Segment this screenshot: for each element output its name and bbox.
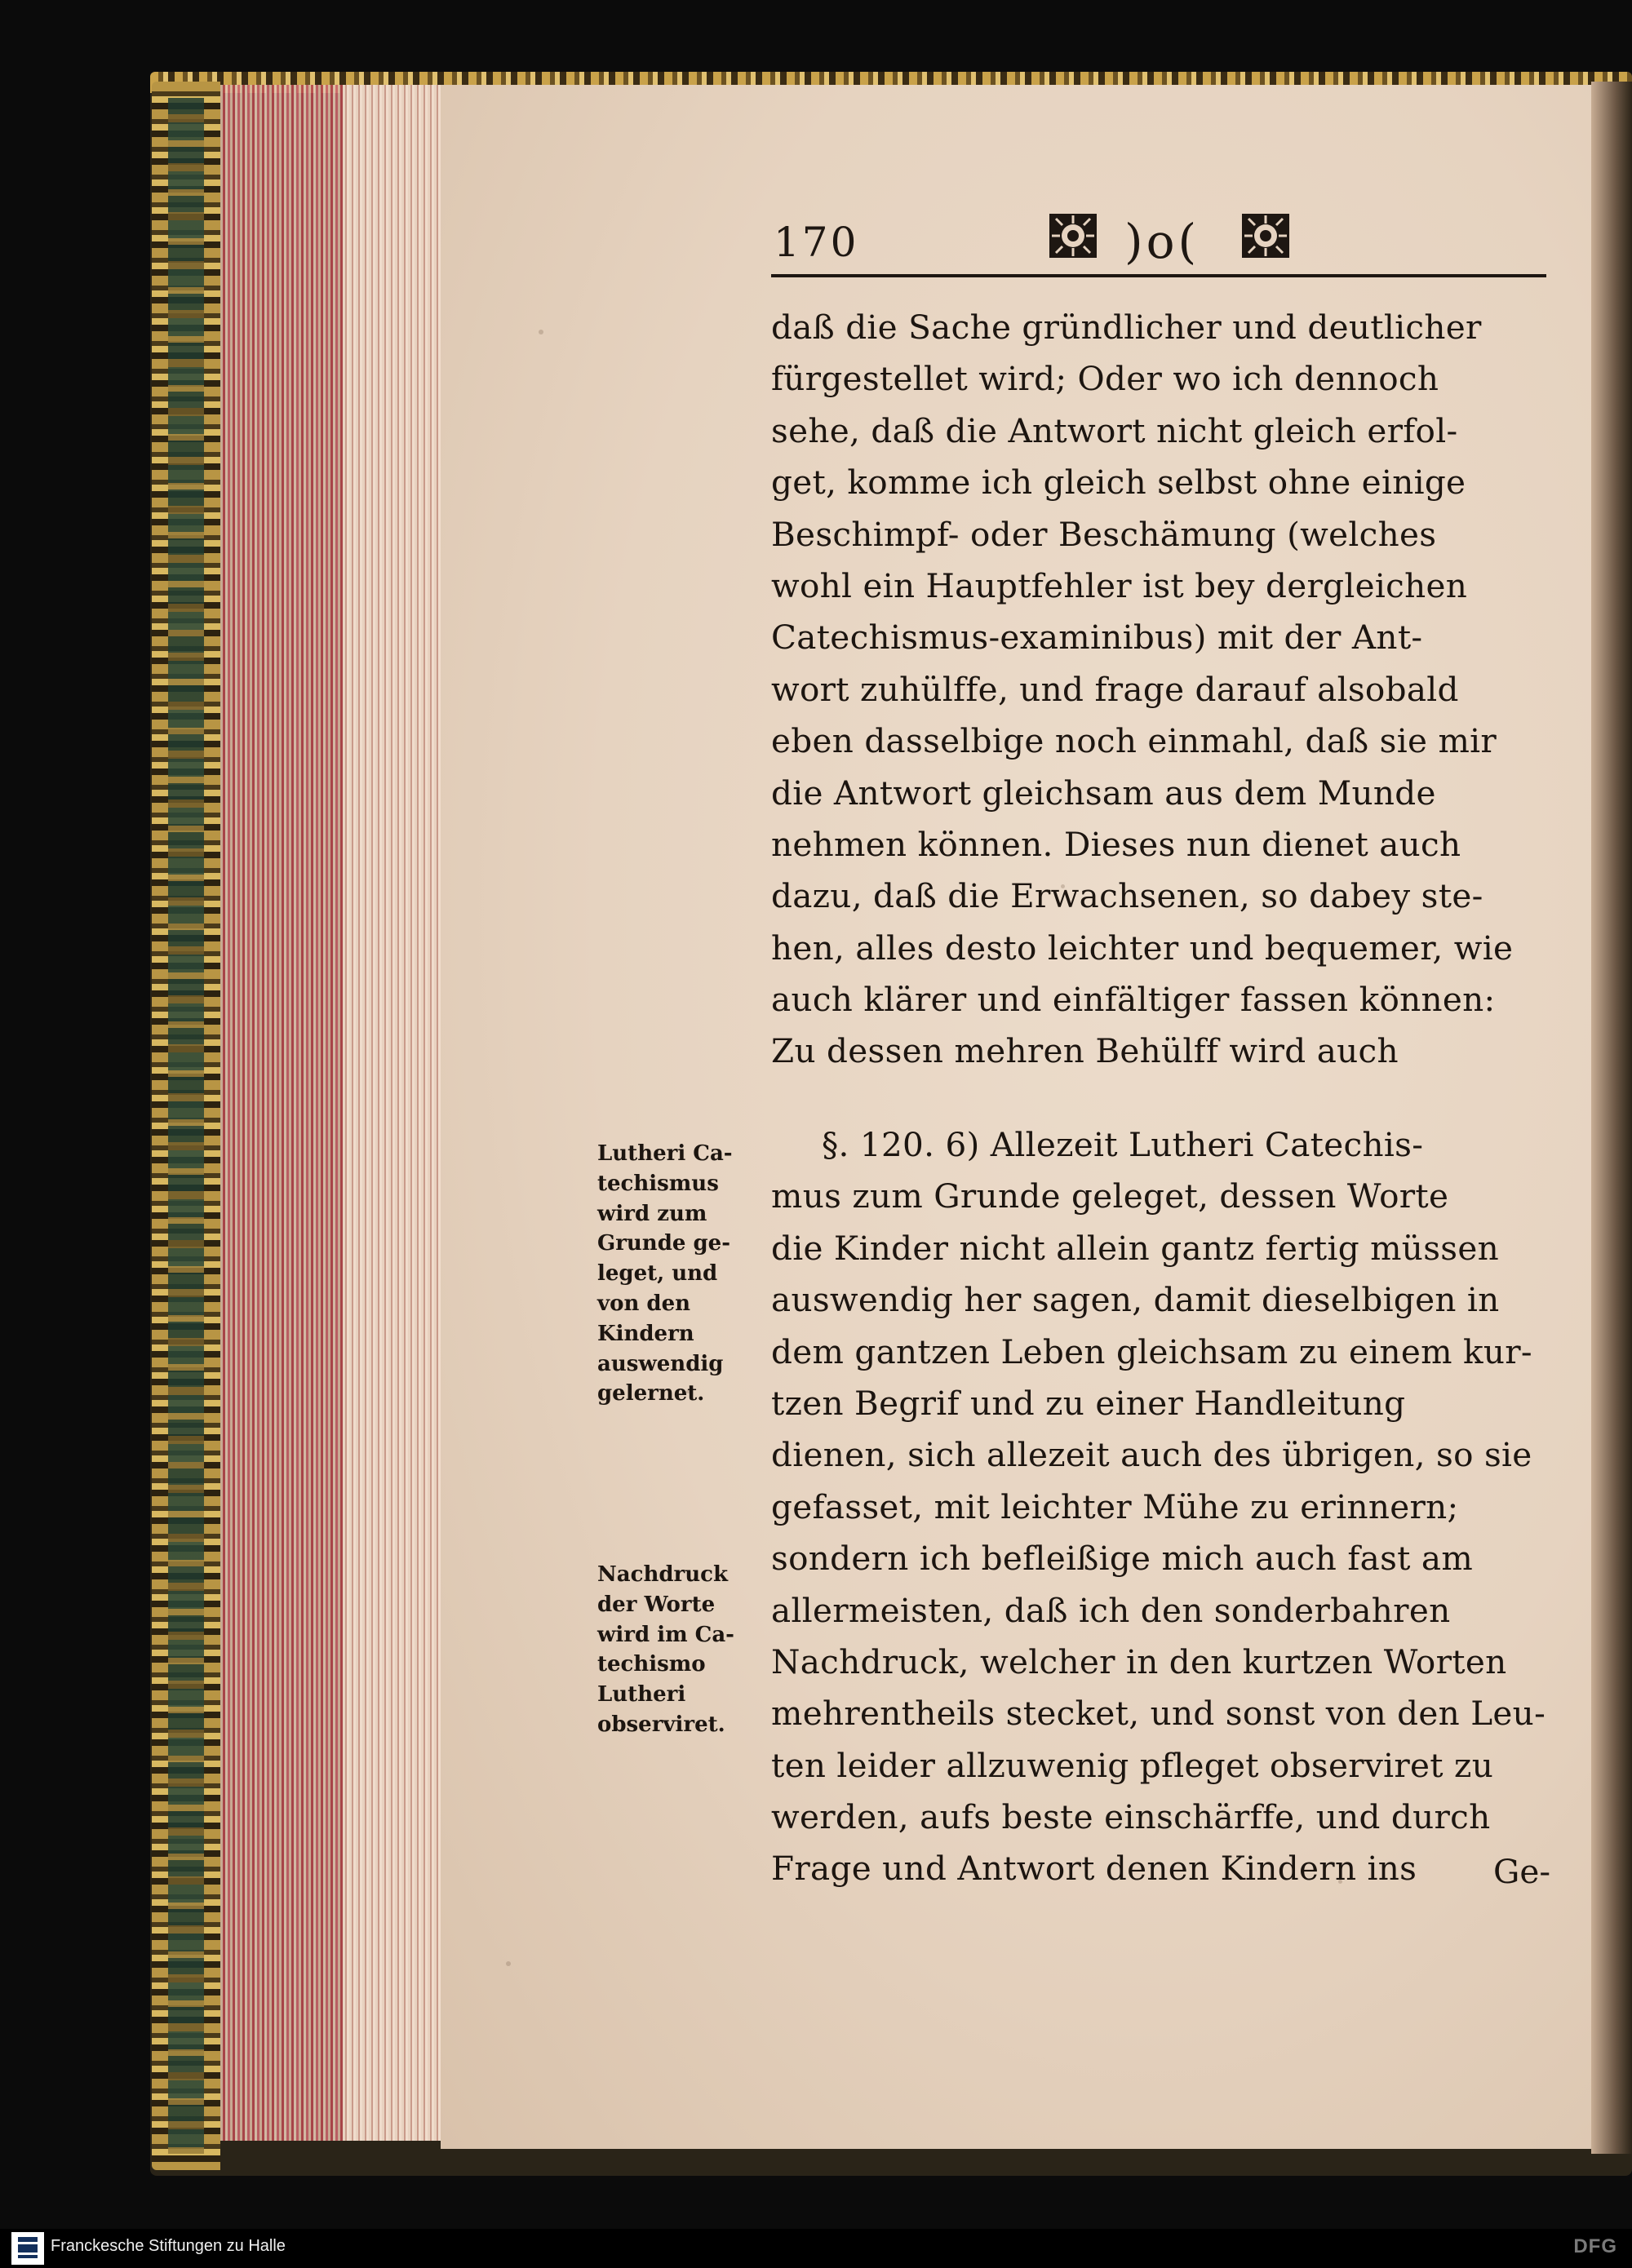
text-line: auch klärer und einfältiger fassen können: — [771, 980, 1496, 1020]
margin-line: leget, und — [597, 1261, 718, 1287]
text-line: ten leider allzuwenig pfleget observiret zu — [771, 1745, 1494, 1785]
margin-line: von den — [597, 1291, 691, 1316]
text-line: nehmen können. Dieses nun dienet auch — [771, 824, 1461, 864]
text-line: wohl ein Hauptfehler ist bey dergleichen — [771, 565, 1468, 605]
section-120-paragraph — [771, 1119, 1554, 1895]
paper-speck — [506, 1961, 511, 1966]
text-line: Nachdruck, welcher in den kurtzen Worten — [771, 1641, 1507, 1681]
margin-note-catechism — [597, 1139, 769, 1409]
page-edges-inner — [343, 85, 441, 2141]
header-rule — [771, 274, 1546, 277]
text-line: dem gantzen Leben gleichsam zu einem kur- — [771, 1331, 1532, 1371]
margin-line: Nachdruck — [597, 1562, 728, 1587]
text-line: tzen Begrif und zu einer Handleitung — [771, 1383, 1406, 1423]
text-line: daß die Sache gründlicher und deutlicher — [771, 308, 1482, 347]
text-line: wort zuhülffe, und frage darauf alsobald — [771, 669, 1459, 709]
text-line: die Kinder nicht allein gantz fertig müssen — [771, 1228, 1500, 1268]
institution-label: Franckesche Stiftungen zu Halle — [51, 2237, 286, 2255]
paper-speck — [539, 330, 543, 334]
text-line: sehe, daß die Antwort nicht gleich erfol- — [771, 410, 1458, 450]
catchword: Ge- — [1493, 1852, 1551, 1891]
margin-line: observiret. — [597, 1712, 725, 1737]
text-line: die Antwort gleichsam aus dem Munde — [771, 773, 1436, 813]
gilt-border-pattern — [168, 98, 204, 2154]
dfg-logo: DFG — [1573, 2235, 1617, 2257]
institution-logo-icon — [11, 2232, 44, 2265]
text-line: mehrentheils stecket, und sonst von den Leu- — [771, 1694, 1546, 1734]
fleuron-right-icon — [1239, 210, 1293, 261]
text-line: hen, alles desto leichter und bequemer, wie — [771, 928, 1514, 968]
margin-line: gelernet. — [597, 1381, 705, 1406]
page-gutter — [1591, 82, 1632, 2154]
margin-line: wird im Ca- — [597, 1622, 734, 1647]
margin-line: techismo — [597, 1652, 706, 1677]
text-line: mus zum Grunde geleget, dessen Worte — [771, 1176, 1449, 1216]
text-line: allermeisten, daß ich den sonderbahren — [771, 1590, 1451, 1630]
text-line: werden, aufs beste einschärffe, und durch — [771, 1797, 1491, 1837]
margin-line: techismus — [597, 1171, 719, 1196]
fleuron-left-icon — [1046, 210, 1100, 261]
text-line: auswendig her sagen, damit dieselbigen in — [771, 1280, 1500, 1320]
text-line: sondern ich befleißige mich auch fast am — [771, 1539, 1474, 1579]
text-line: fürgestellet wird; Oder wo ich dennoch — [771, 359, 1439, 399]
margin-line: Kindern — [597, 1321, 694, 1346]
margin-line: Grunde ge- — [597, 1231, 730, 1256]
main-paragraph — [771, 302, 1554, 1078]
text-line: dazu, daß die Erwachsenen, so dabey ste- — [771, 876, 1483, 916]
page-number: 170 — [774, 219, 859, 266]
margin-note-nachdruck — [597, 1560, 769, 1740]
margin-line: auswendig — [597, 1351, 724, 1376]
text-line: Zu dessen mehren Behülff wird auch — [771, 1031, 1399, 1071]
text-line: get, komme ich gleich selbst ohne einige — [771, 463, 1466, 503]
text-line: Beschimpf- oder Beschämung (welches — [771, 514, 1437, 554]
text-line: Frage und Antwort denen Kindern ins — [771, 1849, 1417, 1889]
text-line: eben dasselbige noch einmahl, daß sie mir — [771, 721, 1497, 761]
text-line: dienen, sich allezeit auch des übrigen, so sie — [771, 1435, 1532, 1475]
text-line: gefasset, mit leichter Mühe zu erinnern; — [771, 1486, 1459, 1526]
text-line: Catechismus-examinibus) mit der Ant- — [771, 618, 1423, 658]
margin-line: Lutheri Ca- — [597, 1141, 733, 1166]
margin-line: wird zum — [597, 1201, 707, 1226]
margin-line: der Worte — [597, 1592, 716, 1617]
section-heading-line: §. 120. 6) Allezeit Lutheri Catechis- — [822, 1125, 1424, 1164]
margin-line: Lutheri — [597, 1682, 686, 1708]
header-ornament: )o( — [1124, 214, 1200, 269]
